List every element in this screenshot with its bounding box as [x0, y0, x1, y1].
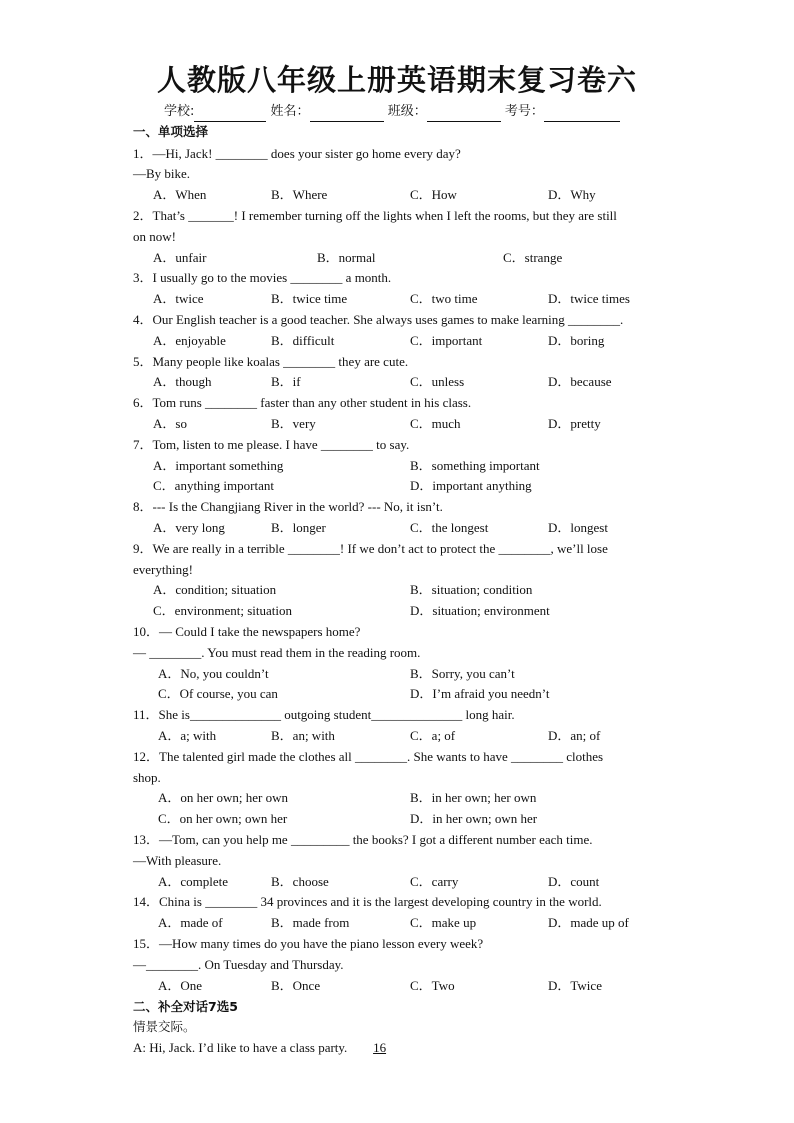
q9-option-b[interactable]: B．situation; condition [410, 582, 533, 597]
q13-option-d[interactable]: D．count [548, 874, 600, 889]
section1-heading: 一、单项选择 [133, 124, 209, 139]
q10-option-b[interactable]: B．Sorry, you can’t [410, 666, 515, 681]
q15-line2: —________. On Tuesday and Thursday. [133, 957, 344, 972]
student-info-line [164, 102, 620, 122]
q15-option-b[interactable]: B．Once [271, 978, 321, 993]
school-blank[interactable] [194, 107, 266, 122]
q10-line1: 10．— Could I take the newspapers home? [133, 624, 361, 639]
q8-option-d[interactable]: D．longest [548, 520, 608, 535]
name-blank[interactable] [310, 107, 384, 122]
q11-line1: 11．She is______________ outgoing student______________ long hair. [133, 707, 515, 722]
q15-option-c[interactable]: C．Two [410, 978, 455, 993]
q12-line2: shop. [133, 770, 161, 785]
dialogue-line-a-text: A: Hi, Jack. I’d like to have a class party. [133, 1040, 348, 1055]
q6-option-d[interactable]: D．pretty [548, 416, 601, 431]
exam-no-blank[interactable] [544, 107, 620, 122]
section2-subheading: 情景交际。 [133, 1019, 196, 1034]
q12-option-d[interactable]: D．in her own; own her [410, 811, 538, 826]
class-blank[interactable] [427, 107, 501, 122]
page-title: 人教版八年级上册英语期末复习卷六 [156, 63, 637, 97]
q1-line2: —By bike. [133, 166, 191, 181]
q3-option-c[interactable]: C．two time [410, 291, 478, 306]
q10-line2: — ________. You must read them in the reading room. [133, 645, 421, 660]
q13-option-b[interactable]: B．choose [271, 874, 329, 889]
q4-line1: 4．Our English teacher is a good teacher. She always uses games to make learning ________. [133, 312, 624, 327]
blank-16[interactable]: 16 [373, 1040, 387, 1055]
q5-option-b[interactable]: B．if [271, 374, 301, 389]
q1-option-c[interactable]: C．How [410, 187, 457, 202]
q3-option-b[interactable]: B．twice time [271, 291, 348, 306]
q9-option-c[interactable]: C．environment; situation [153, 603, 293, 618]
q15-option-d[interactable]: D．Twice [548, 978, 602, 993]
q8-option-a[interactable]: A．very long [153, 520, 225, 535]
q1-line1: 1．—Hi, Jack! ________ does your sister go home every day? [133, 146, 461, 161]
class-label: 班级： [387, 104, 427, 119]
q15-option-a[interactable]: A．One [158, 978, 203, 993]
q8-option-c[interactable]: C．the longest [410, 520, 489, 535]
q7-option-b[interactable]: B．something important [410, 458, 540, 473]
q4-option-d[interactable]: D．boring [548, 333, 605, 348]
name-label: 姓名： [270, 104, 310, 119]
q5-option-c[interactable]: C．unless [410, 374, 465, 389]
q9-option-d[interactable]: D．situation; environment [410, 603, 550, 618]
q13-line2: —With pleasure. [133, 853, 222, 868]
q13-line1: 13．—Tom, can you help me _________ the books? I got a different number each time. [133, 832, 593, 847]
q13-option-a[interactable]: A．complete [158, 874, 229, 889]
q3-option-d[interactable]: D．twice times [548, 291, 630, 306]
school-label: 学校: [164, 104, 195, 119]
q7-option-a[interactable]: A．important something [153, 458, 284, 473]
q8-option-b[interactable]: B．longer [271, 520, 326, 535]
exam-no-label: 考号： [504, 104, 544, 119]
q7-option-c[interactable]: C．anything important [153, 478, 274, 493]
q6-option-b[interactable]: B．very [271, 416, 316, 431]
q1-option-d[interactable]: D．Why [548, 187, 596, 202]
q15-line1: 15．—How many times do you have the piano lesson every week? [133, 936, 484, 951]
q12-option-b[interactable]: B．in her own; her own [410, 790, 537, 805]
q1-option-a[interactable]: A．When [153, 187, 207, 202]
q11-option-c[interactable]: C．a; of [410, 728, 456, 743]
q14-option-d[interactable]: D．made up of [548, 915, 629, 930]
q2-option-a[interactable]: A．unfair [153, 250, 207, 265]
q2-line1: 2．That’s _______! I remember turning off the lights when I left the rooms, but they are still [133, 208, 617, 223]
q12-option-c[interactable]: C．on her own; own her [158, 811, 288, 826]
q14-option-a[interactable]: A．made of [158, 915, 223, 930]
q4-option-b[interactable]: B．difficult [271, 333, 335, 348]
q11-option-b[interactable]: B．an; with [271, 728, 335, 743]
q5-line1: 5．Many people like koalas ________ they are cute. [133, 354, 409, 369]
q2-line2: on now! [133, 229, 176, 244]
q4-option-a[interactable]: A．enjoyable [153, 333, 226, 348]
q9-option-a[interactable]: A．condition; situation [153, 582, 277, 597]
q4-option-c[interactable]: C．important [410, 333, 483, 348]
q12-line1: 12．The talented girl made the clothes all ________. She wants to have ________ clothes [133, 749, 604, 764]
q1-option-b[interactable]: B．Where [271, 187, 328, 202]
q2-option-c[interactable]: C．strange [503, 250, 563, 265]
q12-option-a[interactable]: A．on her own; her own [158, 790, 288, 805]
q3-line1: 3．I usually go to the movies ________ a month. [133, 270, 392, 285]
q9-line2: everything! [133, 562, 193, 577]
section2-heading: 二、补全对话7选5 [133, 999, 238, 1014]
q14-option-c[interactable]: C．make up [410, 915, 477, 930]
q10-option-a[interactable]: A．No, you couldn’t [158, 666, 269, 681]
q13-option-c[interactable]: C．carry [410, 874, 459, 889]
q14-option-b[interactable]: B．made from [271, 915, 350, 930]
q9-line1: 9．We are really in a terrible ________! If we don’t act to protect the ________, we’ll lose [133, 541, 608, 556]
q6-line1: 6．Tom runs ________ faster than any other student in his class. [133, 395, 472, 410]
q10-option-d[interactable]: D．I’m afraid you needn’t [410, 686, 550, 701]
q5-option-a[interactable]: A．though [153, 374, 212, 389]
q6-option-c[interactable]: C．much [410, 416, 461, 431]
q5-option-d[interactable]: D．because [548, 374, 612, 389]
q8-line1: 8．--- Is the Changjiang River in the world? --- No, it isn’t. [133, 499, 443, 514]
dialogue-line-a [133, 1038, 403, 1058]
q11-option-d[interactable]: D．an; of [548, 728, 601, 743]
q3-option-a[interactable]: A．twice [153, 291, 204, 306]
q6-option-a[interactable]: A．so [153, 416, 187, 431]
q7-option-d[interactable]: D．important anything [410, 478, 532, 493]
q11-option-a[interactable]: A．a; with [158, 728, 217, 743]
q10-option-c[interactable]: C．Of course, you can [158, 686, 278, 701]
q14-line1: 14．China is ________ 34 provinces and it is the largest developing country in the world. [133, 894, 602, 909]
q2-option-b[interactable]: B．normal [317, 250, 376, 265]
q7-line1: 7．Tom, listen to me please. I have ________ to say. [133, 437, 410, 452]
